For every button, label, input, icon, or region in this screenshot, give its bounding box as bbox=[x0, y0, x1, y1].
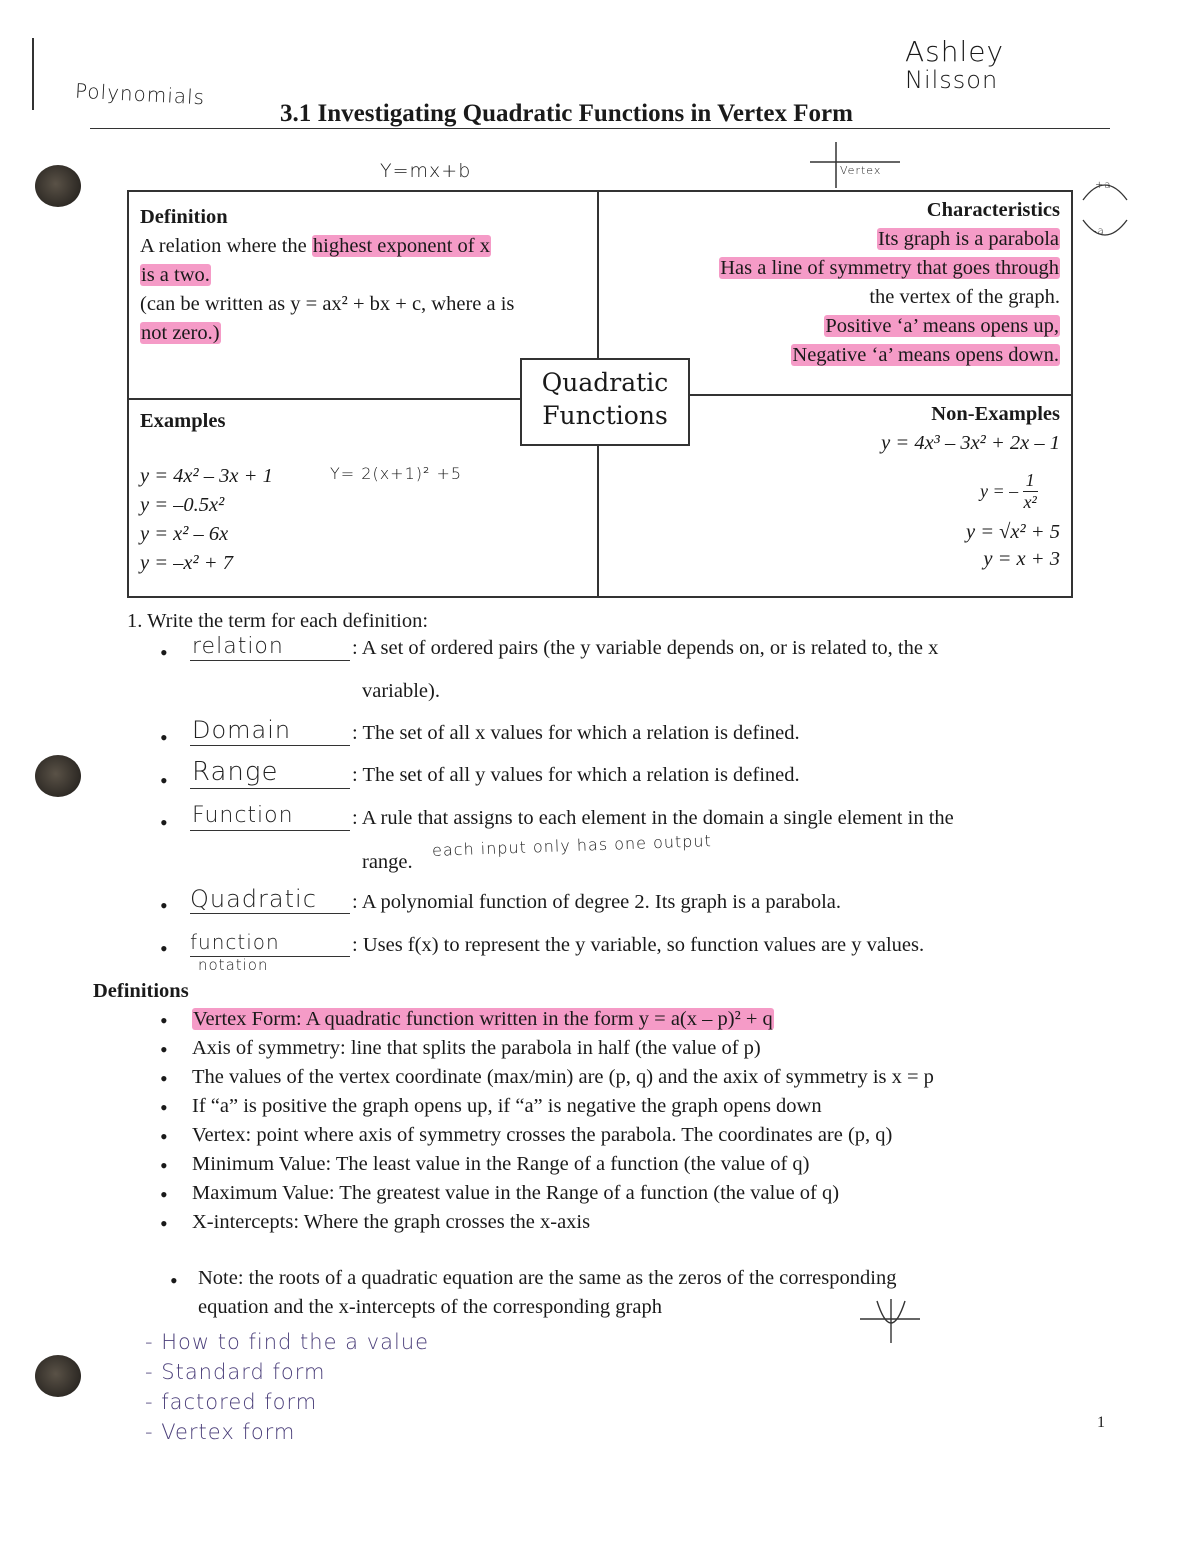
definition-relation-cont: variable). bbox=[362, 680, 440, 702]
bullet: • bbox=[160, 640, 168, 665]
center-line-1: Quadratic bbox=[541, 368, 669, 397]
example-4: y = –x² + 7 bbox=[140, 552, 234, 574]
student-last-name: Nilsson bbox=[905, 66, 999, 94]
def-minimum: Minimum Value: The least value in the Range of a function (the value of q) bbox=[192, 1153, 810, 1175]
non-example-4: y = x + 3 bbox=[983, 548, 1060, 570]
page-title: 3.1 Investigating Quadratic Functions in Vertex Form bbox=[280, 100, 853, 127]
characteristics-line-2: Has a line of symmetry that goes through bbox=[720, 257, 1059, 279]
definition-function: : A rule that assigns to each element in the domain a single element in the bbox=[352, 807, 954, 829]
margin-mark bbox=[32, 38, 34, 110]
definition-function-notation: : Uses f(x) to represent the y variable, so function values are y values. bbox=[352, 934, 925, 956]
answer-function-notation-1: function bbox=[190, 930, 280, 954]
definition-domain: : The set of all x values for which a relation is defined. bbox=[352, 722, 800, 744]
student-first-name: Ashley bbox=[905, 35, 1005, 68]
def-vertex-form: Vertex Form: A quadratic function written in the form y = a(x – p)² + q bbox=[193, 1008, 773, 1030]
handwritten-item-1: - How to find the a value bbox=[145, 1330, 430, 1354]
definition-heading: Definition bbox=[140, 206, 228, 228]
non-example-1: y = 4x³ – 3x² + 2x – 1 bbox=[881, 432, 1060, 454]
title-rule bbox=[90, 128, 1110, 129]
bullet: • bbox=[160, 768, 168, 793]
definitions-heading: Definitions bbox=[93, 980, 189, 1002]
note-line-1: Note: the roots of a quadratic equation are the same as the zeros of the corresponding bbox=[198, 1267, 897, 1289]
bullet: • bbox=[160, 936, 168, 961]
def-axis-of-symmetry: Axis of symmetry: line that splits the parabola in half (the value of p) bbox=[192, 1037, 761, 1059]
non-example-3: y = √x² + 5 bbox=[965, 521, 1060, 543]
bullet: • bbox=[160, 1124, 168, 1149]
note-line-2: equation and the x-intercepts of the corresponding graph bbox=[198, 1296, 662, 1318]
non-examples-heading: Non-Examples bbox=[931, 403, 1060, 425]
fraction-numerator: 1 bbox=[1023, 470, 1038, 492]
handwritten-item-3: - factored form bbox=[145, 1390, 318, 1414]
bullet: • bbox=[160, 1153, 168, 1178]
bullet: • bbox=[160, 1095, 168, 1120]
bullet: • bbox=[160, 1008, 168, 1033]
def-x-intercepts: X-intercepts: Where the graph crosses the x-axis bbox=[192, 1211, 591, 1233]
center-line-2: Functions bbox=[542, 401, 668, 430]
definition-range: : The set of all y values for which a relation is defined. bbox=[352, 764, 800, 786]
characteristics-line-4: Positive ‘a’ means opens up, bbox=[825, 315, 1059, 337]
definition-relation: : A set of ordered pairs (the y variable depends on, or is related to, the x bbox=[352, 637, 939, 659]
answer-range: Range bbox=[192, 757, 279, 787]
def-vertex: Vertex: point where axis of symmetry crosses the parabola. The coordinates are (p, q) bbox=[192, 1124, 893, 1146]
bullet: • bbox=[160, 893, 168, 918]
def-maximum: Maximum Value: The greatest value in the Range of a function (the value of q) bbox=[192, 1182, 840, 1204]
definition-quadrant bbox=[140, 203, 590, 348]
answer-quadratic: Quadratic bbox=[190, 885, 317, 913]
characteristics-line-1: Its graph is a parabola bbox=[877, 228, 1059, 250]
characteristics-heading: Characteristics bbox=[926, 199, 1060, 221]
bullet: • bbox=[160, 1211, 168, 1236]
examples-quadrant bbox=[140, 407, 580, 578]
definition-function-cont: range. bbox=[362, 851, 413, 873]
non-examples-quadrant bbox=[700, 400, 1060, 458]
example-1: y = 4x² – 3x + 1 bbox=[140, 465, 273, 487]
answer-domain: Domain bbox=[192, 716, 292, 744]
characteristics-line-3: the vertex of the graph. bbox=[869, 286, 1060, 308]
parabola-axis-sketch bbox=[855, 1295, 925, 1345]
fraction-denominator: x² bbox=[1023, 492, 1037, 512]
bullet: • bbox=[160, 810, 168, 835]
binder-hole-bottom bbox=[35, 1355, 81, 1397]
margin-note-vertex: Vertex bbox=[840, 164, 882, 177]
binder-hole-middle bbox=[35, 755, 81, 797]
characteristics-quadrant bbox=[610, 196, 1060, 370]
bullet: • bbox=[160, 1066, 168, 1091]
margin-note-a-up: +a bbox=[1095, 180, 1112, 191]
frayer-left-divider bbox=[127, 398, 522, 400]
answer-function-notation-2: notation bbox=[198, 956, 269, 974]
binder-hole-top bbox=[35, 165, 81, 207]
characteristics-line-5: Negative ‘a’ means opens down. bbox=[792, 344, 1059, 366]
answer-function: Function bbox=[192, 803, 294, 828]
answer-relation: relation bbox=[192, 634, 284, 659]
function-note: each input only has one output bbox=[431, 831, 713, 860]
example-handwritten: Y= 2(x+1)² +5 bbox=[330, 464, 463, 483]
bullet: • bbox=[160, 1037, 168, 1062]
margin-note-a-down: -a bbox=[1093, 226, 1105, 237]
examples-heading: Examples bbox=[140, 410, 226, 432]
margin-note-slope: Y=mx+b bbox=[380, 160, 472, 182]
question-1-prompt: 1. Write the term for each definition: bbox=[127, 610, 429, 632]
handwritten-item-2: - Standard form bbox=[145, 1360, 326, 1384]
handwritten-item-4: - Vertex form bbox=[145, 1420, 296, 1444]
page-number: 1 bbox=[1097, 1414, 1105, 1431]
def-direction: If “a” is positive the graph opens up, if “a” is negative the graph opens down bbox=[192, 1095, 822, 1117]
definition-line-2: is a two. bbox=[141, 264, 210, 286]
subject-label: Polynomials bbox=[74, 78, 206, 110]
definition-line-3: (can be written as y = ax² + bx + c, where a is bbox=[140, 293, 515, 315]
def-vertex-coordinates: The values of the vertex coordinate (max/min) are (p, q) and the axix of symmetry is x = p bbox=[192, 1066, 934, 1088]
bullet: • bbox=[170, 1268, 178, 1293]
non-example-2: y = – $\frac{1}{\text{x²}}$ bbox=[980, 470, 1037, 512]
example-3: y = x² – 6x bbox=[140, 523, 229, 545]
bullet: • bbox=[160, 725, 168, 750]
frayer-right-divider bbox=[690, 394, 1073, 396]
definition-line-1: A relation where the highest exponent of x bbox=[140, 235, 490, 257]
definition-line-4: not zero.) bbox=[141, 322, 220, 344]
example-2: y = –0.5x² bbox=[140, 494, 225, 516]
definition-quadratic: : A polynomial function of degree 2. Its graph is a parabola. bbox=[352, 891, 842, 913]
bullet: • bbox=[160, 1182, 168, 1207]
